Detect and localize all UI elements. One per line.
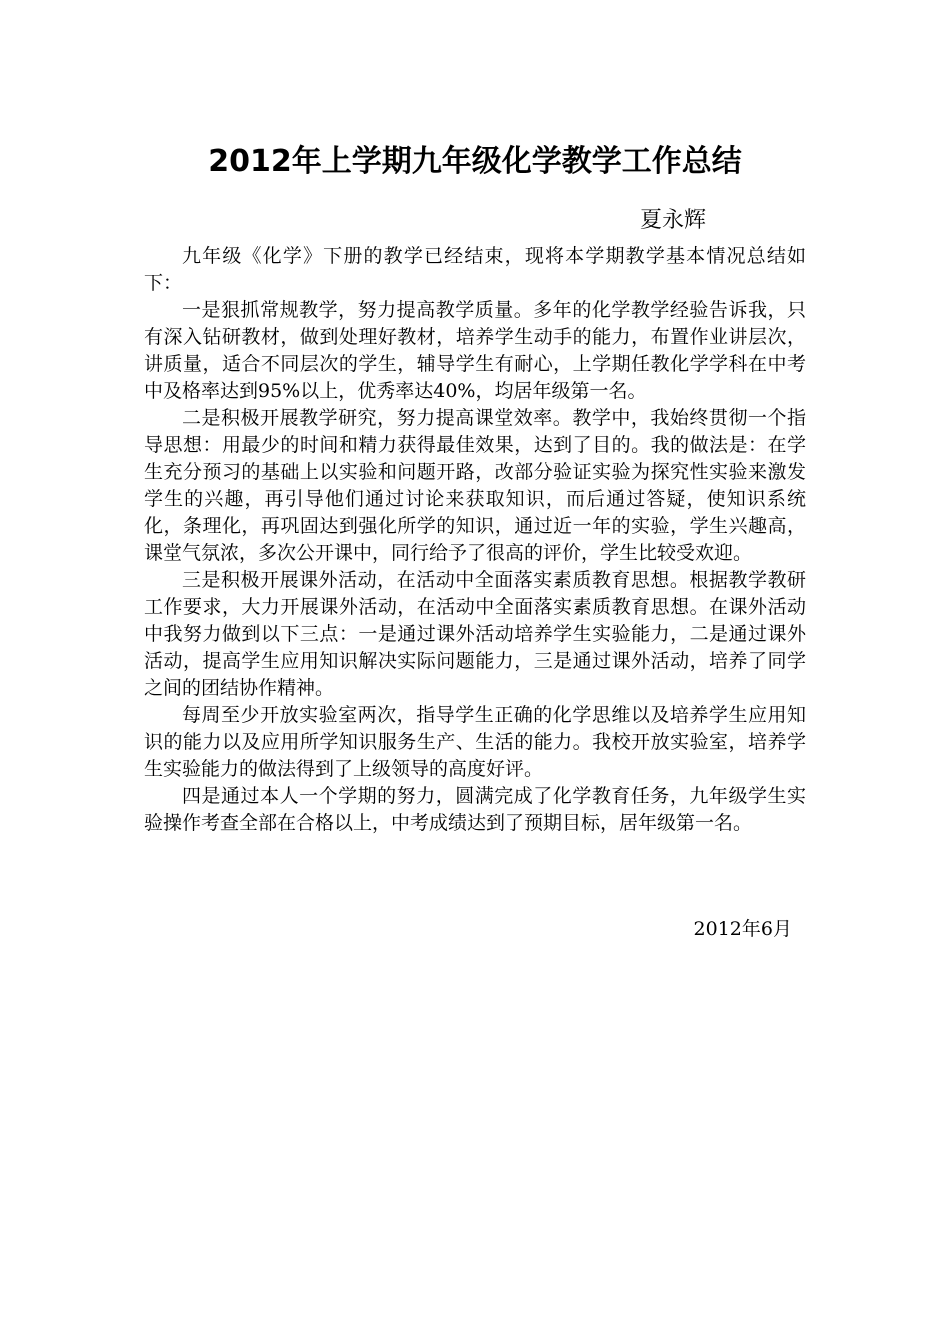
page-title: 2012年上学期九年级化学教学工作总结 [208,144,742,179]
paragraph-routine-teaching: 一是狠抓常规教学，努力提高教学质量。多年的化学教学经验告诉我，只有深入钻研教材，做到处理好教材，培养学生动手的能力，布置作业讲层次，讲质量，适合不同层次的学生，辅导学生有耐心，上学期任教化学学科在中考中及格率达到95%以上，优秀率达40%，均居年级第一名。 [144,299,806,402]
document-date: 2012年6月 [693,918,792,940]
document-body [144,243,806,837]
paragraph-intro: 九年级《化学》下册的教学已经结束，现将本学期教学基本情况总结如下： [144,245,806,294]
paragraph-open-lab: 每周至少开放实验室两次，指导学生正确的化学思维以及培养学生应用知识的能力以及应用所学知识服务生产、生活的能力。我校开放实验室，培养学生实验能力的做法得到了上级领导的高度好评。 [144,704,806,780]
paragraph-results: 四是通过本人一个学期的努力，圆满完成了化学教育任务，九年级学生实验操作考查全部在合格以上，中考成绩达到了预期目标，居年级第一名。 [144,785,806,834]
paragraph-teaching-research: 二是积极开展教学研究，努力提高课堂效率。教学中，我始终贯彻一个指导思想：用最少的时间和精力获得最佳效果，达到了目的。我的做法是：在学生充分预习的基础上以实验和问题开路，改部分验证实验为探究性实验来激发学生的兴趣，再引导他们通过讨论来获取知识，而后通过答疑，使知识系统化，条理化，再巩固达到强化所学的知识，通过近一年的实验，学生兴趣高，课堂气氛浓，多次公开课中，同行给予了很高的评价，学生比较受欢迎。 [144,407,806,564]
author-name: 夏永辉 [640,208,707,233]
paragraph-extracurricular: 三是积极开展课外活动，在活动中全面落实素质教育思想。根据教学教研工作要求，大力开展课外活动，在活动中全面落实素质教育思想。在课外活动中我努力做到以下三点：一是通过课外活动培养学生实验能力，二是通过课外活动，提高学生应用知识解决实际问题能力，三是通过课外活动，培养了同学之间的团结协作精神。 [144,569,806,699]
